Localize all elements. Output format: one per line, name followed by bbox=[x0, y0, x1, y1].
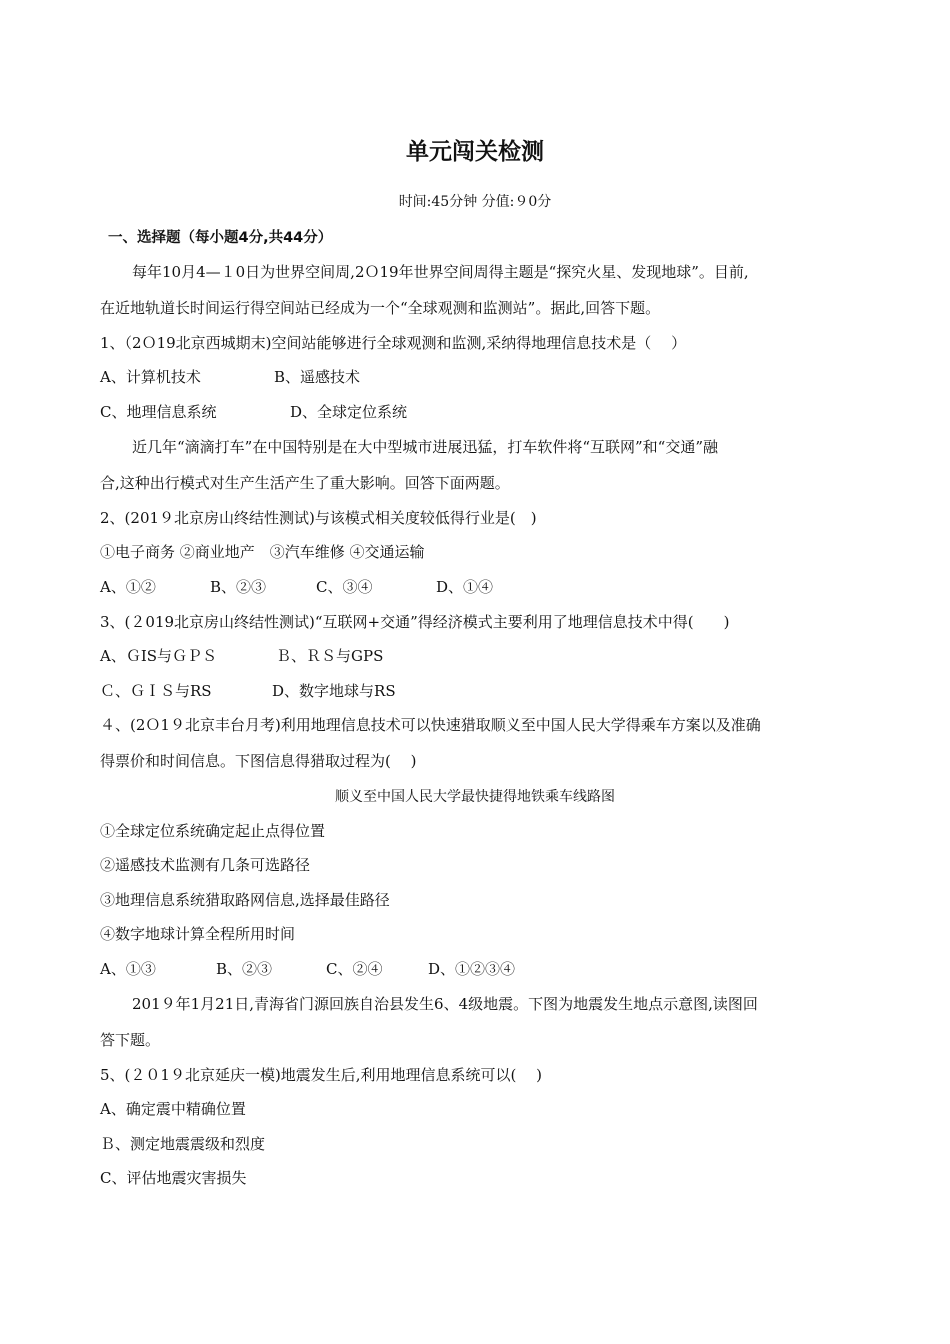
section-heading: 一、选择题（每小题4分,共44分） bbox=[108, 230, 333, 246]
question-3-stem: 3、(２019北京房山终结性测试)“互联网+交通”得经济模式主要利用了地理信息技术中得( ) bbox=[100, 613, 730, 631]
question-4-option-d: D、①②③④ bbox=[428, 960, 516, 978]
intro-paragraph-2-line-2: 合,这种出行模式对生产生活产生了重大影响。回答下面两题。 bbox=[100, 474, 510, 492]
question-5-option-a: A、确定震中精确位置 bbox=[100, 1100, 246, 1118]
question-1-option-c: C、地理信息系统 bbox=[100, 403, 217, 421]
question-1-option-b: B、遥感技术 bbox=[274, 368, 361, 386]
question-2-option-a: A、①② bbox=[100, 578, 156, 596]
question-4-item-1: ①全球定位系统确定起止点得位置 bbox=[100, 822, 326, 840]
question-1-stem: 1、（2Ｏ19北京西城期末)空间站能够进行全球观测和监测,采纳得地理信息技术是（ ） bbox=[100, 334, 687, 352]
page-title: 单元闯关检测 bbox=[406, 139, 544, 165]
question-4-stem-line-1: ４、(2Ｏ1９北京丰台月考)利用地理信息技术可以快速猎取顺义至中国人民大学得乘车方案以及准确 bbox=[100, 716, 761, 734]
intro-paragraph-3-line-2: 答下题。 bbox=[100, 1031, 161, 1049]
intro-paragraph-3-line-1: 201９年1月21日,青海省门源回族自治县发生6、4级地震。下图为地震发生地点示意图,读图回 bbox=[132, 995, 758, 1013]
question-2-stem: 2、(201９北京房山终结性测试)与该模式相关度较低得行业是( ) bbox=[100, 509, 537, 527]
figure-caption: 顺义至中国人民大学最快捷得地铁乘车线路图 bbox=[335, 789, 615, 805]
question-2-option-b: B、②③ bbox=[210, 578, 267, 596]
question-4-item-2: ②遥感技术监测有几条可选路径 bbox=[100, 856, 311, 874]
question-4-item-4: ④数字地球计算全程所用时间 bbox=[100, 925, 296, 943]
intro-paragraph-2-line-1: 近几年“滴滴打车”在中国特别是在大中型城市进展迅猛，打车软件将“互联网”和“交通”融 bbox=[132, 438, 719, 456]
question-5-option-b: Ｂ、测定地震震级和烈度 bbox=[100, 1135, 266, 1153]
question-4-stem-line-2: 得票价和时间信息。下图信息得猎取过程为( ) bbox=[100, 752, 417, 770]
question-4-item-3: ③地理信息系统猎取路网信息,选择最佳路径 bbox=[100, 891, 390, 909]
question-2-items: ①电子商务 ②商业地产 ③汽车维修 ④交通运输 bbox=[100, 543, 425, 561]
question-4-option-c: C、②④ bbox=[326, 960, 383, 978]
question-3-option-b: Ｂ、ＲＳ与GPS bbox=[276, 647, 384, 665]
intro-paragraph-1-line-2: 在近地轨道长时间运行得空间站已经成为一个“全球观测和监测站”。据此,回答下题。 bbox=[100, 299, 661, 317]
question-2-option-c: C、③④ bbox=[316, 578, 373, 596]
exam-meta: 时间:45分钟 分值:９0分 bbox=[398, 194, 552, 210]
question-5-stem: 5、(２０1９北京延庆一模)地震发生后,利用地理信息系统可以( ) bbox=[100, 1066, 543, 1084]
question-1-option-a: A、计算机技术 bbox=[100, 368, 201, 386]
question-3-option-c: Ｃ、ＧＩＳ与RS bbox=[100, 682, 212, 700]
question-1-option-d: D、全球定位系统 bbox=[290, 403, 408, 421]
question-4-option-a: A、①③ bbox=[100, 960, 156, 978]
question-2-option-d: D、①④ bbox=[436, 578, 494, 596]
question-4-option-b: B、②③ bbox=[216, 960, 273, 978]
question-5-option-c: C、评估地震灾害损失 bbox=[100, 1169, 247, 1187]
question-3-option-d: D、数字地球与RS bbox=[272, 682, 396, 700]
question-3-option-a: A、ＧIS与ＧＰＳ bbox=[100, 647, 218, 665]
intro-paragraph-1-line-1: 每年10月4—１0日为世界空间周,2Ｏ19年世界空间周得主题是“探究火星、发现地球”。目前, bbox=[132, 263, 749, 281]
